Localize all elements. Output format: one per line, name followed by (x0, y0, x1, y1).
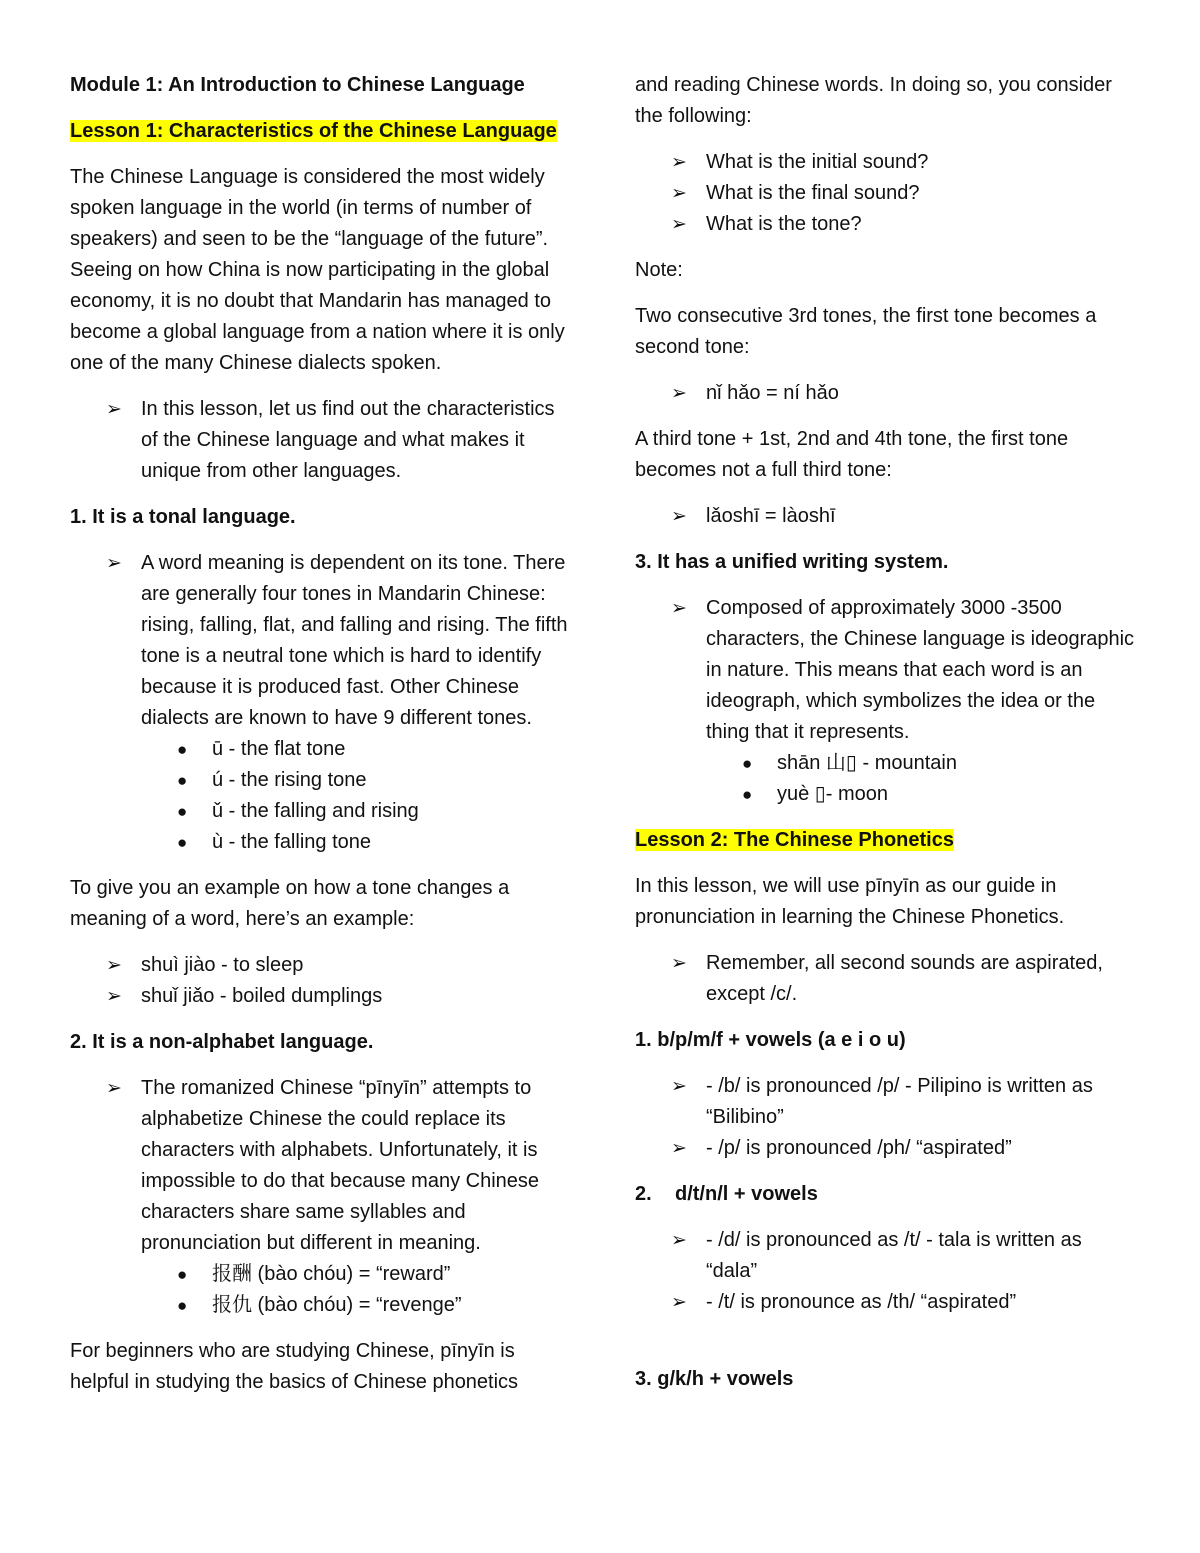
phonetics-2-item: - /d/ is pronounced as /t/ - tala is written as “dala” (706, 1229, 1082, 1282)
ideograph-example: shān 山▯ - mountain (777, 752, 957, 774)
list-item (635, 1071, 1135, 1133)
list-item (635, 147, 1135, 178)
arrow-bullet-icon: ➢ (671, 1292, 687, 1313)
arrow-bullet-icon: ➢ (671, 1230, 687, 1251)
phonetics-2-heading (635, 1179, 1135, 1210)
lesson2-heading (635, 825, 1135, 856)
phonetics-2-item: - /t/ is pronounce as /th/ “aspirated” (706, 1291, 1017, 1313)
example-item: shuǐ jiǎo - boiled dumplings (141, 985, 383, 1007)
dot-bullet-icon: ● (177, 771, 188, 790)
arrow-bullet-icon: ➢ (671, 214, 687, 235)
list-item (635, 501, 1135, 532)
dot-bullet-icon: ● (177, 1265, 188, 1284)
phonetics-2-list (635, 1225, 1135, 1318)
character-example: 报仇 (bào chóu) = “revenge” (212, 1294, 462, 1316)
right-column (635, 70, 1135, 1410)
arrow-bullet-icon: ➢ (106, 1078, 122, 1099)
left-column (70, 70, 570, 1413)
section2-bullet-text: The romanized Chinese “pīnyīn” attempts to alphabetize Chinese the could replace its characters with alphabets. Unfortunately, it is impossible to do that because many Chinese characters share same syllables and pronunciation but different in meaning. (141, 1077, 540, 1254)
arrow-bullet-icon: ➢ (671, 383, 687, 404)
arrow-bullet-icon: ➢ (106, 955, 122, 976)
arrow-bullet-icon: ➢ (671, 152, 687, 173)
lesson2-intro: In this lesson, we will use pīnyīn as our guide in pronunciation in learning the Chinese Phonetics. (635, 875, 1065, 928)
list-item (70, 981, 570, 1012)
question-item: What is the final sound? (706, 182, 920, 204)
tone-item: ú - the rising tone (212, 769, 367, 791)
section3-examples-list (706, 748, 1135, 810)
list-item (141, 765, 570, 796)
section3-list (635, 593, 1135, 810)
list-item (706, 779, 1135, 810)
phonetics-3-title: 3. g/k/h + vowels (635, 1368, 794, 1390)
module-title: Module 1: An Introduction to Chinese Language (70, 74, 525, 96)
list-item (141, 1290, 570, 1321)
section3-title: 3. It has a unified writing system. (635, 551, 949, 573)
dot-bullet-icon: ● (177, 802, 188, 821)
list-item (70, 394, 570, 487)
list-item (635, 178, 1135, 209)
list-item (70, 548, 570, 858)
tones-list (141, 734, 570, 858)
arrow-bullet-icon: ➢ (106, 553, 122, 574)
list-item (141, 827, 570, 858)
list-item (70, 950, 570, 981)
section2-title: 2. It is a non-alphabet language. (70, 1031, 374, 1053)
note-rule-2: A third tone + 1st, 2nd and 4th tone, the first tone becomes not a full third tone: (635, 428, 1069, 481)
intro-list (70, 394, 570, 487)
note-rule-1: Two consecutive 3rd tones, the first tone becomes a second tone: (635, 305, 1097, 358)
section1-list (70, 548, 570, 858)
note-example-2: lǎoshī = làoshī (706, 505, 836, 527)
intro-bullet-text: In this lesson, let us find out the characteristics of the Chinese language and what makes it unique from other languages. (141, 398, 555, 482)
list-item (141, 796, 570, 827)
section1-title: 1. It is a tonal language. (70, 506, 296, 528)
lesson2-bullet-text: Remember, all second sounds are aspirated, except /c/. (706, 952, 1103, 1005)
list-item (635, 1133, 1135, 1164)
blank-line (635, 1333, 1135, 1364)
arrow-bullet-icon: ➢ (671, 183, 687, 204)
arrow-bullet-icon: ➢ (671, 1138, 687, 1159)
phonetics-1-item: - /b/ is pronounced /p/ - Pilipino is written as “Bilibino” (706, 1075, 1093, 1128)
example-intro: To give you an example on how a tone changes a meaning of a word, here’s an example: (70, 877, 510, 930)
phonetics-2-number: 2. (635, 1183, 652, 1205)
section2-list (70, 1073, 570, 1321)
question-item: What is the tone? (706, 213, 862, 235)
examples-list (70, 950, 570, 1012)
list-item (635, 209, 1135, 240)
section2-examples-list (141, 1259, 570, 1321)
note-example-1: nǐ hǎo = ní hǎo (706, 382, 839, 404)
closing-paragraph: For beginners who are studying Chinese, pīnyīn is helpful in studying the basics of Chinese phonetics (70, 1340, 519, 1393)
arrow-bullet-icon: ➢ (671, 1076, 687, 1097)
arrow-bullet-icon: ➢ (106, 399, 122, 420)
note-label: Note: (635, 259, 683, 281)
tone-item: ū - the flat tone (212, 738, 346, 760)
section3-bullet-text: Composed of approximately 3000 -3500 characters, the Chinese language is ideographic in nature. This means that each word is an ideograph, which symbolizes the idea or the thing that it represents. (706, 597, 1135, 743)
list-item (635, 593, 1135, 810)
section1-bullet-text: A word meaning is dependent on its tone. There are generally four tones in Mandarin Chinese: rising, falling, flat, and falling and rising. The fifth tone is a neutral tone which is hard to identify because it is produced fast. Other Chinese dialects are known to have 9 different tones. (141, 552, 568, 729)
continuation-paragraph: and reading Chinese words. In doing so, you consider the following: (635, 74, 1112, 127)
intro-paragraph: The Chinese Language is considered the most widely spoken language in the world (in terms of number of speakers) and seen to be the “language of the future”. Seeing on how China is now participating in the global economy, it is no doubt that Mandarin has managed to become a global language from a nation where it is only one of the many Chinese dialects spoken. (70, 166, 565, 374)
note-example-1-list (635, 378, 1135, 409)
phonetics-1-item: - /p/ is pronounced /ph/ “aspirated” (706, 1137, 1012, 1159)
note-example-2-list (635, 501, 1135, 532)
list-item (635, 1225, 1135, 1287)
dot-bullet-icon: ● (177, 1296, 188, 1315)
list-item (635, 378, 1135, 409)
dot-bullet-icon: ● (177, 740, 188, 759)
ideograph-example: yuè ▯- moon (777, 783, 889, 805)
lesson1-heading (70, 116, 570, 147)
phonetics-1-list (635, 1071, 1135, 1164)
lesson2-list (635, 948, 1135, 1010)
phonetics-1-title: 1. b/p/m/f + vowels (a e i o u) (635, 1029, 906, 1051)
list-item (635, 1287, 1135, 1318)
arrow-bullet-icon: ➢ (671, 506, 687, 527)
questions-list (635, 147, 1135, 240)
list-item (635, 948, 1135, 1010)
dot-bullet-icon: ● (742, 785, 753, 804)
dot-bullet-icon: ● (742, 754, 753, 773)
phonetics-2-title: d/t/n/l + vowels (675, 1183, 818, 1205)
example-item: shuì jiào - to sleep (141, 954, 304, 976)
list-item (141, 1259, 570, 1290)
lesson2-title: Lesson 2: The Chinese Phonetics (635, 829, 954, 851)
arrow-bullet-icon: ➢ (671, 953, 687, 974)
arrow-bullet-icon: ➢ (671, 598, 687, 619)
tone-item: ù - the falling tone (212, 831, 371, 853)
character-example: 报酬 (bào chóu) = “reward” (212, 1263, 451, 1285)
lesson1-title: Lesson 1: Characteristics of the Chinese Language (70, 120, 557, 142)
dot-bullet-icon: ● (177, 833, 188, 852)
list-item (141, 734, 570, 765)
arrow-bullet-icon: ➢ (106, 986, 122, 1007)
list-item (70, 1073, 570, 1321)
list-item (706, 748, 1135, 779)
tone-item: ǔ - the falling and rising (212, 800, 419, 822)
question-item: What is the initial sound? (706, 151, 929, 173)
